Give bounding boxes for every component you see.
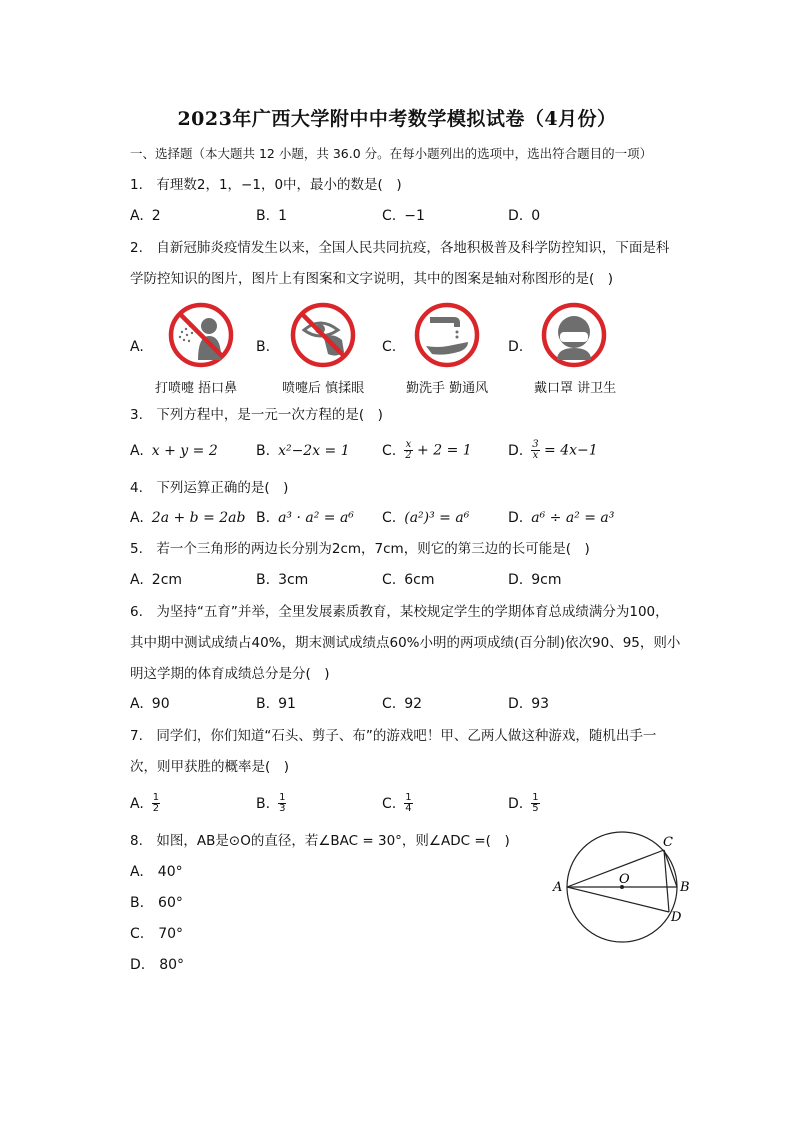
option-value: 6cm <box>404 572 435 588</box>
option-label: D. <box>508 510 524 526</box>
point-label-b: B <box>680 880 690 895</box>
option-value: 91 <box>278 696 296 712</box>
question-6-line1: 6. 为坚持“五育”并举，全里发展素质教育，某校规定学生的学期体育总成绩满分为100， <box>130 604 669 620</box>
q2-caption-a: 打喷嚏 捂口鼻 <box>155 381 238 396</box>
point-label-o: O <box>619 872 630 887</box>
q8-option-b[interactable]: B. 60° <box>130 895 183 911</box>
q4-option-c[interactable] <box>382 509 469 527</box>
q8-option-c[interactable]: C. 70° <box>130 926 184 942</box>
question-5-stem: 5. 若一个三角形的两边长分别为2cm，7cm，则它的第三边的长可能是( ) <box>130 541 590 557</box>
fraction-denominator: 4 <box>405 803 412 814</box>
sneeze-prohibition-icon <box>168 302 234 368</box>
q2-caption-d: 戴口罩 讲卫生 <box>534 381 617 396</box>
option-value: 92 <box>404 696 423 712</box>
option-label: A. <box>130 510 144 526</box>
hand-washing-icon <box>414 302 480 368</box>
option-value: −1 <box>404 208 425 224</box>
option-label: A. <box>130 208 144 224</box>
fraction <box>278 793 286 814</box>
eye-rubbing-prohibition-icon <box>290 302 356 368</box>
q5-option-a[interactable] <box>130 571 182 589</box>
q5-option-b[interactable] <box>256 571 308 589</box>
q7-option-a[interactable] <box>130 793 160 814</box>
face-mask-icon <box>541 302 607 368</box>
question-7-line1: 7. 同学们，你们知道“石头、剪子、布”的游戏吧！甲、乙两人做这种游戏，随机出手一 <box>130 728 657 744</box>
option-value: = 4x−1 <box>539 442 598 459</box>
option-value: + 2 = 1 <box>412 442 472 459</box>
q2-option-d-label[interactable]: D. <box>508 339 524 355</box>
option-label: C. <box>382 795 397 812</box>
option-value: 2a + b = 2ab <box>151 510 246 526</box>
q4-option-a[interactable] <box>130 509 245 527</box>
option-label: C. <box>382 208 397 224</box>
question-4-stem: 4. 下列运算正确的是( ) <box>130 480 289 496</box>
option-label: B. <box>256 443 271 459</box>
fraction-numerator: x <box>405 439 412 450</box>
q3-option-c[interactable] <box>382 440 472 461</box>
circle-geometry-diagram <box>548 828 698 948</box>
option-label: C. <box>382 696 397 712</box>
option-value: (a²)³ = a⁶ <box>404 510 470 526</box>
chord-ac <box>567 850 664 887</box>
fraction-numerator: 3 <box>532 439 539 450</box>
q6-option-c[interactable] <box>382 695 422 713</box>
option-label: C. <box>382 572 397 588</box>
fraction-numerator: 1 <box>405 792 412 803</box>
q7-option-b[interactable] <box>256 793 286 814</box>
option-label: B. <box>256 510 271 526</box>
q5-option-c[interactable] <box>382 571 434 589</box>
fraction-numerator: 1 <box>532 792 539 803</box>
q1-option-b[interactable] <box>256 207 287 225</box>
q1-option-d[interactable] <box>508 207 540 225</box>
question-2-stem-line2: 学防控知识的图片，图片上有图案和文字说明，其中的图案是轴对称图形的是( ) <box>130 271 614 287</box>
question-3-stem: 3. 下列方程中，是一元一次方程的是( ) <box>130 407 383 423</box>
option-label: D. <box>508 208 524 224</box>
fraction <box>404 440 412 461</box>
option-label: A. <box>130 696 144 712</box>
q6-option-b[interactable] <box>256 695 296 713</box>
q6-option-a[interactable] <box>130 695 170 713</box>
chord-ad <box>567 887 669 912</box>
fraction-denominator: 3 <box>279 803 286 814</box>
point-label-a: A <box>553 880 563 895</box>
fraction-denominator: 2 <box>152 803 160 814</box>
page-title: 2023年广西大学附中中考数学模拟试卷（4月份） <box>177 108 617 130</box>
q8-option-a[interactable]: A. 40° <box>130 864 183 880</box>
fraction <box>531 440 539 461</box>
option-label: D. <box>508 442 524 459</box>
fraction <box>404 793 412 814</box>
option-value: a⁶ ÷ a² = a³ <box>531 510 615 526</box>
fraction <box>152 793 160 814</box>
q1-option-c[interactable] <box>382 207 425 225</box>
q2-option-c-label[interactable]: C. <box>382 339 397 355</box>
fraction-denominator: x <box>532 450 539 461</box>
q2-caption-b: 喷嚏后 慎揉眼 <box>282 381 365 396</box>
q7-option-d[interactable] <box>508 793 540 814</box>
option-label: B. <box>256 696 271 712</box>
question-1-stem: 1. 有理数2，1，−1，0中，最小的数是( ) <box>130 177 402 193</box>
option-value: 3cm <box>278 572 309 588</box>
q2-caption-c: 勤洗手 勤通风 <box>406 381 489 396</box>
q7-option-c[interactable] <box>382 793 413 814</box>
option-value: a³ · a² = a⁶ <box>278 510 354 526</box>
question-6-line2: 其中期中测试成绩占40%，期末测试成绩点60%小明的两项成绩(百分制)依次90、95，则小 <box>130 635 681 651</box>
option-value: 93 <box>531 696 550 712</box>
option-value: 2 <box>151 208 161 224</box>
chord-cd <box>664 850 669 912</box>
q4-option-d[interactable] <box>508 509 614 527</box>
section-heading: 一、选择题（本大题共 12 小题，共 36.0 分。在每小题列出的选项中，选出符合题目的一项） <box>130 146 653 161</box>
option-value: 1 <box>278 208 287 224</box>
option-value: 9cm <box>531 572 562 588</box>
q4-option-b[interactable] <box>256 509 354 527</box>
q8-option-d[interactable]: D. 80° <box>130 957 185 973</box>
question-6-line3: 明这学期的体育成绩总分是分( ) <box>130 666 330 682</box>
option-label: A. <box>130 443 144 459</box>
option-value: 90 <box>151 696 170 712</box>
fraction-denominator: 5 <box>532 803 539 814</box>
q6-option-d[interactable] <box>508 695 549 713</box>
q1-option-a[interactable] <box>130 207 161 225</box>
fraction-denominator: 2 <box>405 450 412 461</box>
option-label: C. <box>382 442 397 459</box>
option-label: B. <box>256 208 271 224</box>
option-label: A. <box>130 795 144 812</box>
q3-option-b[interactable] <box>256 442 350 460</box>
q5-option-d[interactable] <box>508 571 561 589</box>
fraction <box>531 793 539 814</box>
question-7-line2: 次，则甲获胜的概率是( ) <box>130 759 290 775</box>
q2-option-a-label[interactable]: A. <box>130 339 144 355</box>
option-label: D. <box>508 696 524 712</box>
option-label: B. <box>256 572 271 588</box>
q2-option-b-label[interactable]: B. <box>256 339 271 355</box>
point-label-c: C <box>663 835 673 850</box>
question-8-stem: 8. 如图，AB是⊙O的直径，若∠BAC = 30°，则∠ADC =( ) <box>130 833 510 849</box>
question-2-stem-line1: 2. 自新冠肺炎疫情发生以来，全国人民共同抗疫，各地积极普及科学防控知识，下面是科 <box>130 240 670 256</box>
q3-option-d[interactable] <box>508 440 598 461</box>
option-value: 2cm <box>151 572 183 588</box>
option-label: B. <box>256 795 271 812</box>
option-label: D. <box>508 572 524 588</box>
option-value: x + y = 2 <box>151 443 218 459</box>
point-label-d: D <box>671 910 682 925</box>
fraction-numerator: 1 <box>152 792 160 803</box>
fraction-numerator: 1 <box>279 792 286 803</box>
option-value: x²−2x = 1 <box>278 443 350 459</box>
option-label: D. <box>508 795 524 812</box>
option-label: A. <box>130 572 144 588</box>
option-label: C. <box>382 510 397 526</box>
q3-option-a[interactable] <box>130 442 218 460</box>
option-value: 0 <box>531 208 541 224</box>
